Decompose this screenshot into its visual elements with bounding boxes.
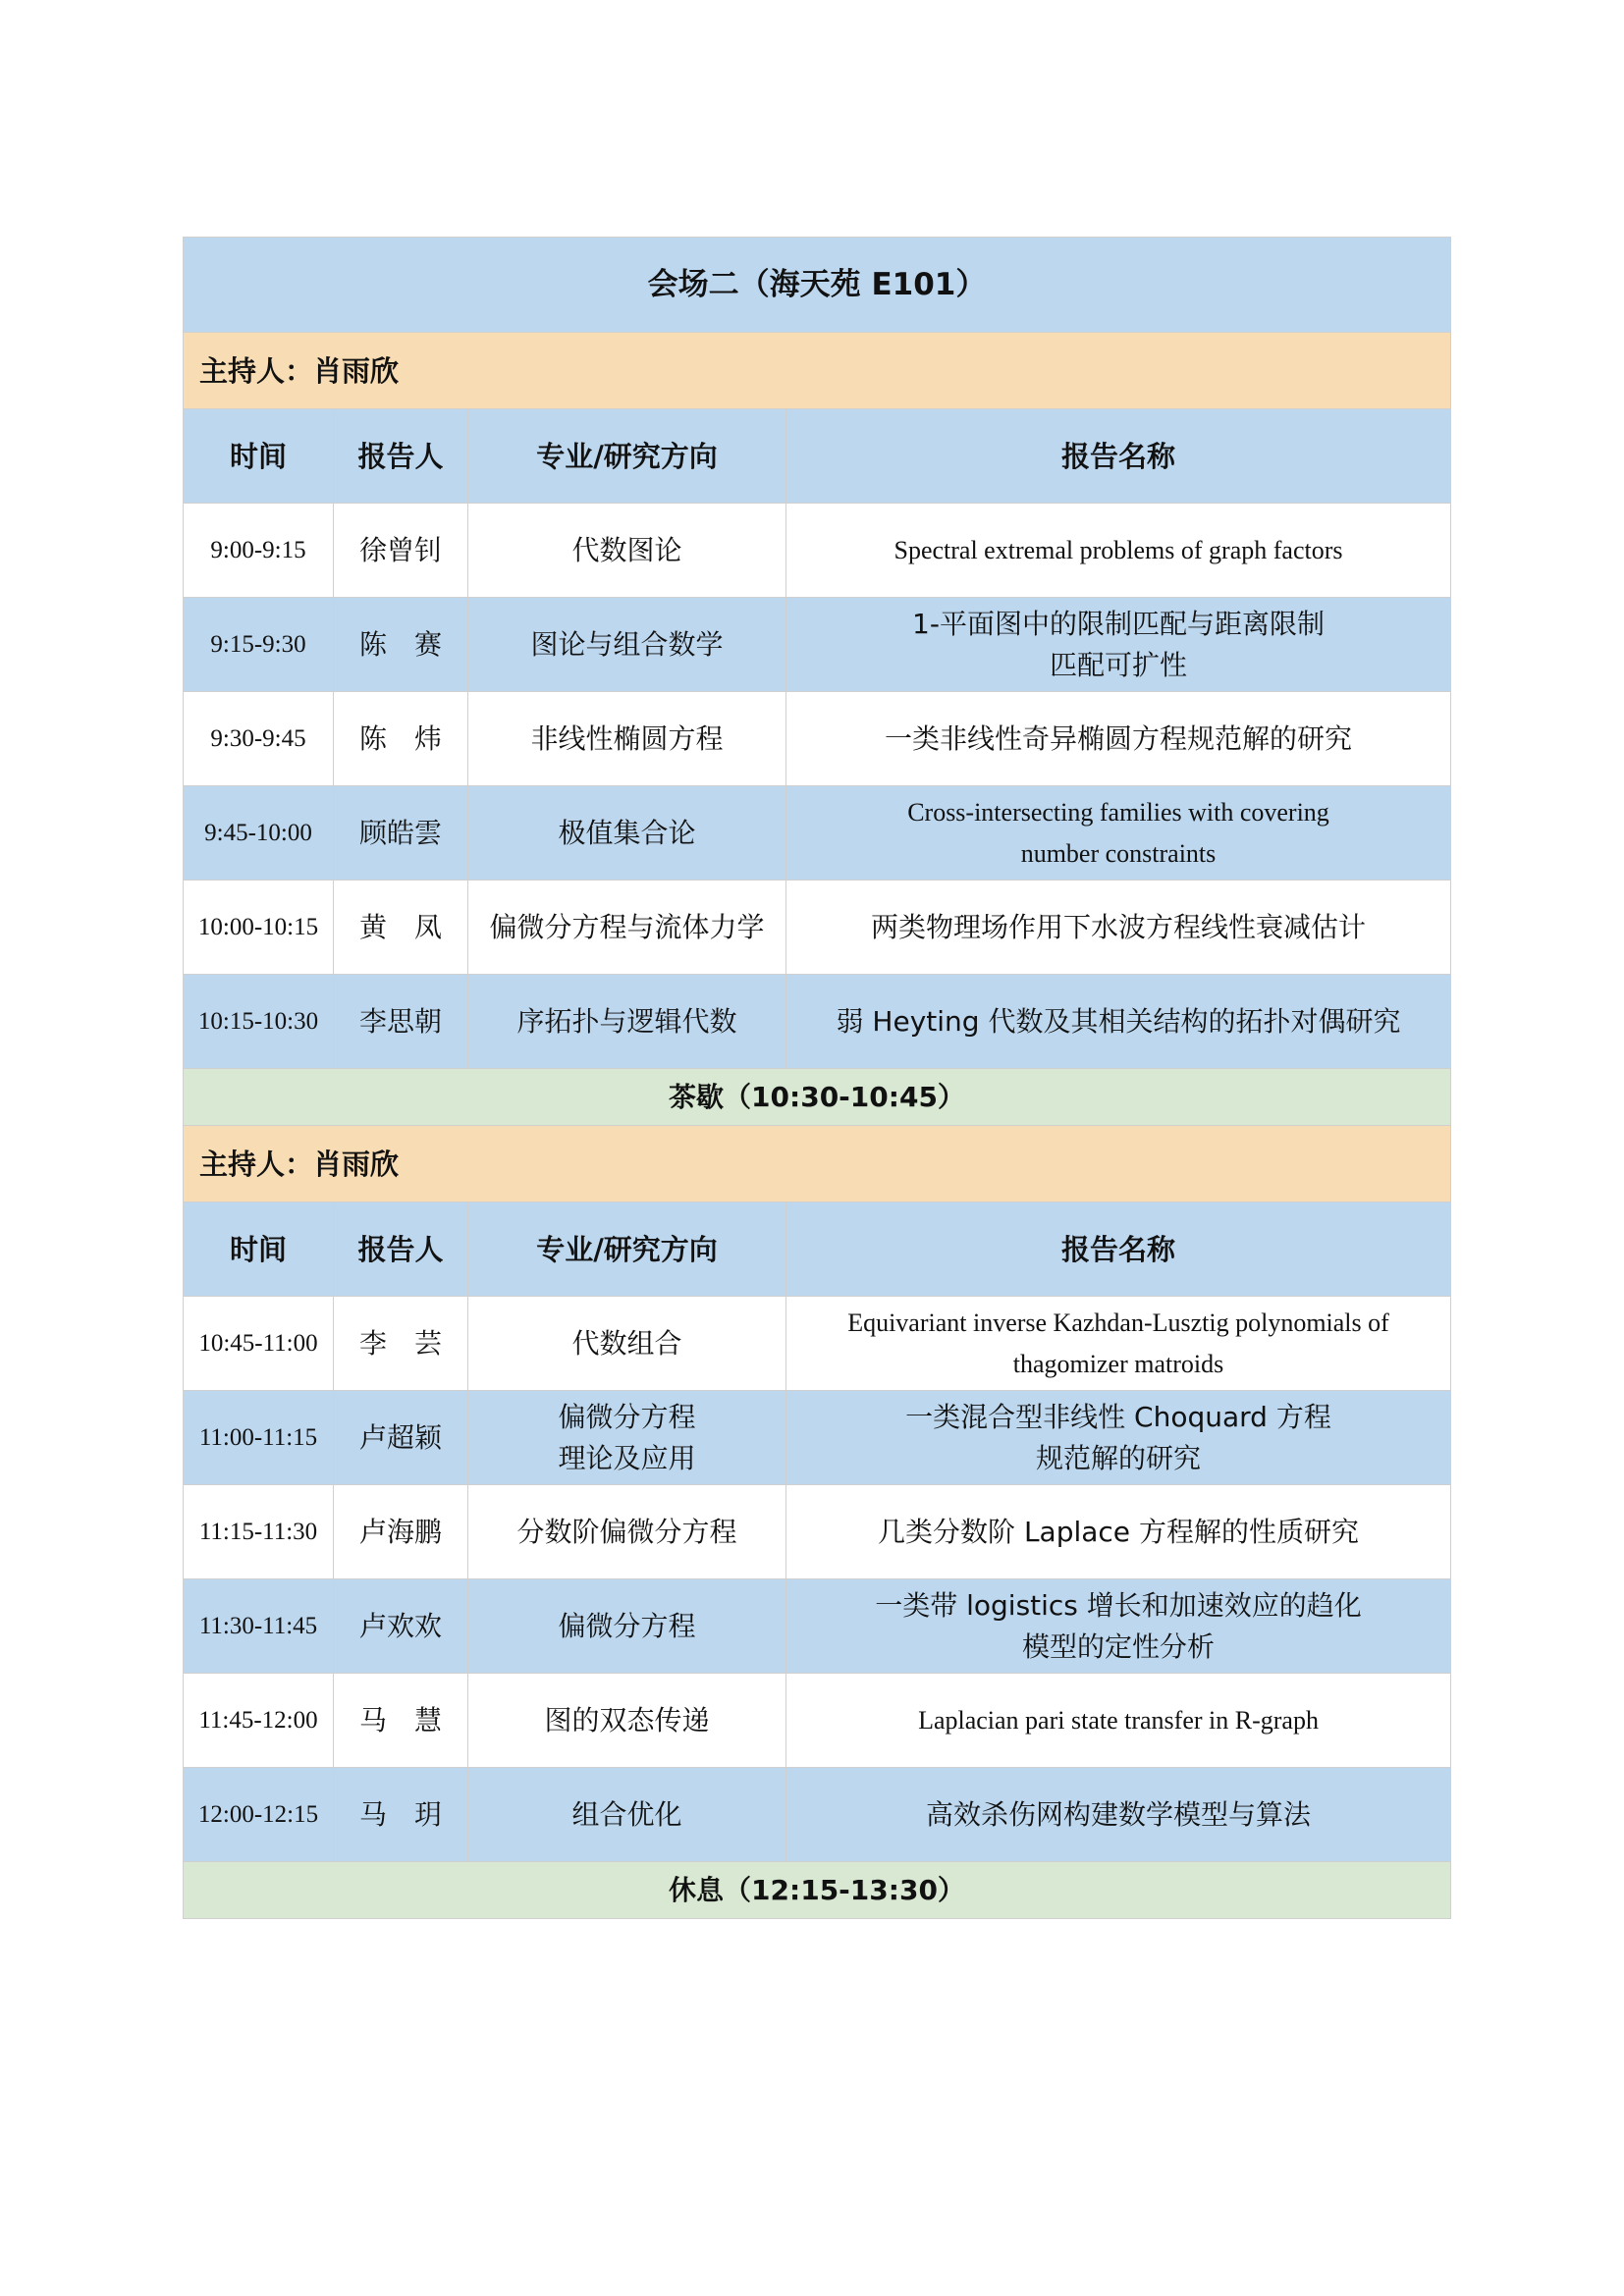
header-speaker: 报告人: [334, 409, 468, 504]
header-time: 时间: [184, 409, 334, 504]
talk-title-line: number constraints: [1020, 838, 1217, 868]
talk-time: 9:45-10:00: [184, 786, 334, 881]
talk-major-line: 序拓扑与逻辑代数: [516, 1004, 737, 1038]
talk-title: [786, 1391, 1451, 1485]
talk-major-line: 非线性椭圆方程: [530, 721, 724, 755]
talk-row: [184, 1391, 1451, 1485]
talk-time: 9:00-9:15: [184, 504, 334, 598]
talk-title: [786, 1485, 1451, 1579]
header-major: 专业/研究方向: [468, 1202, 786, 1297]
talk-row: [184, 1485, 1451, 1579]
talk-time: 9:15-9:30: [184, 598, 334, 692]
talk-title: [786, 975, 1451, 1069]
talk-title: [786, 786, 1451, 881]
talk-time: 10:00-10:15: [184, 881, 334, 975]
talk-title: [786, 1674, 1451, 1768]
talk-title: [786, 692, 1451, 786]
talk-time: 11:45-12:00: [184, 1674, 334, 1768]
talk-title-line: Laplacian pari state transfer in R-graph: [918, 1705, 1319, 1735]
talk-title: [786, 881, 1451, 975]
talk-time: 11:30-11:45: [184, 1579, 334, 1674]
talk-title: [786, 504, 1451, 598]
talk-title-line: 一类非线性奇异椭圆方程规范解的研究: [884, 721, 1352, 755]
talk-title: [786, 1768, 1451, 1862]
talk-title-line: Cross-intersecting families with covering: [907, 797, 1329, 827]
talk-major: [468, 1674, 786, 1768]
talk-row: [184, 1297, 1451, 1391]
break-row: [184, 1862, 1451, 1919]
talk-title: [786, 1579, 1451, 1674]
talk-major: [468, 881, 786, 975]
schedule-table: [183, 237, 1451, 1919]
talk-title-line: 一类混合型非线性 Choquard 方程: [905, 1400, 1331, 1433]
talk-major-line: 偏微分方程: [558, 1609, 696, 1642]
talk-major-line: 偏微分方程与流体力学: [489, 910, 765, 943]
talk-speaker: 李思朝: [334, 975, 468, 1069]
talk-major-line: 组合优化: [571, 1797, 682, 1831]
talk-major-line: 代数组合: [571, 1326, 682, 1360]
talk-title: [786, 598, 1451, 692]
talk-major-line: 理论及应用: [558, 1441, 696, 1474]
talk-title-line: Equivariant inverse Kazhdan-Lusztig polynomials of: [847, 1308, 1389, 1337]
talk-row: [184, 786, 1451, 881]
break-label: 茶歇（10:30-10:45）: [184, 1069, 1451, 1126]
talk-row: [184, 881, 1451, 975]
talk-major: [468, 598, 786, 692]
talk-speaker: 顾皓雲: [334, 786, 468, 881]
talk-major: [468, 504, 786, 598]
talk-major-line: 分数阶偏微分方程: [516, 1515, 737, 1548]
talk-speaker: 陈 炜: [334, 692, 468, 786]
talk-title-line: 一类带 logistics 增长和加速效应的趋化: [875, 1588, 1362, 1622]
talk-row: [184, 504, 1451, 598]
talk-title-line: 1-平面图中的限制匹配与距离限制: [912, 607, 1325, 640]
talk-major-line: 图的双态传递: [544, 1703, 710, 1736]
host-row: [184, 333, 1451, 409]
host-label: 主持人：肖雨欣: [184, 333, 1451, 409]
talk-speaker: 黄 凤: [334, 881, 468, 975]
talk-major: [468, 1485, 786, 1579]
talk-row: [184, 1579, 1451, 1674]
talk-speaker: 卢超颖: [334, 1391, 468, 1485]
talk-title-line: 规范解的研究: [1035, 1441, 1201, 1474]
header-major: 专业/研究方向: [468, 409, 786, 504]
talk-time: 11:15-11:30: [184, 1485, 334, 1579]
talk-speaker: 马 慧: [334, 1674, 468, 1768]
talk-title-line: 弱 Heyting 代数及其相关结构的拓扑对偶研究: [836, 1004, 1401, 1038]
talk-major-line: 代数图论: [571, 533, 682, 566]
talk-title-line: 高效杀伤网构建数学模型与算法: [925, 1797, 1311, 1831]
column-header-row: [184, 409, 1451, 504]
talk-row: [184, 692, 1451, 786]
talk-major: [468, 975, 786, 1069]
talk-speaker: 马 玥: [334, 1768, 468, 1862]
talk-major: [468, 1297, 786, 1391]
talk-title-line: 两类物理场作用下水波方程线性衰减估计: [870, 910, 1366, 943]
break-label: 休息（12:15-13:30）: [184, 1862, 1451, 1919]
talk-major: [468, 1768, 786, 1862]
talk-speaker: 徐曾钊: [334, 504, 468, 598]
talk-speaker: 卢海鹏: [334, 1485, 468, 1579]
talk-speaker: 卢欢欢: [334, 1579, 468, 1674]
talk-speaker: 陈 赛: [334, 598, 468, 692]
talk-major: [468, 1579, 786, 1674]
header-title: 报告名称: [786, 1202, 1451, 1297]
talk-time: 10:45-11:00: [184, 1297, 334, 1391]
talk-time: 12:00-12:15: [184, 1768, 334, 1862]
talk-title-line: 模型的定性分析: [1021, 1629, 1215, 1663]
talk-major-line: 图论与组合数学: [530, 627, 724, 661]
venue-title: 会场二（海天苑 E101）: [184, 238, 1451, 333]
talk-major: [468, 1391, 786, 1485]
talk-time: 11:00-11:15: [184, 1391, 334, 1485]
talk-time: 10:15-10:30: [184, 975, 334, 1069]
break-row: [184, 1069, 1451, 1126]
talk-title-line: Spectral extremal problems of graph factors: [893, 535, 1343, 564]
talk-title-line: thagomizer matroids: [1012, 1349, 1224, 1378]
venue-title-row: [184, 238, 1451, 333]
talk-speaker: 李 芸: [334, 1297, 468, 1391]
talk-row: [184, 1768, 1451, 1862]
column-header-row: [184, 1202, 1451, 1297]
talk-title: [786, 1297, 1451, 1391]
talk-title-line: 匹配可扩性: [1049, 648, 1187, 681]
talk-major-line: 偏微分方程: [558, 1400, 696, 1433]
talk-time: 9:30-9:45: [184, 692, 334, 786]
talk-row: [184, 975, 1451, 1069]
talk-row: [184, 598, 1451, 692]
header-title: 报告名称: [786, 409, 1451, 504]
header-speaker: 报告人: [334, 1202, 468, 1297]
talk-major: [468, 692, 786, 786]
talk-major: [468, 786, 786, 881]
talk-row: [184, 1674, 1451, 1768]
host-row: [184, 1126, 1451, 1202]
talk-major-line: 极值集合论: [558, 816, 696, 849]
header-time: 时间: [184, 1202, 334, 1297]
talk-title-line: 几类分数阶 Laplace 方程解的性质研究: [878, 1515, 1359, 1548]
host-label: 主持人：肖雨欣: [184, 1126, 1451, 1202]
